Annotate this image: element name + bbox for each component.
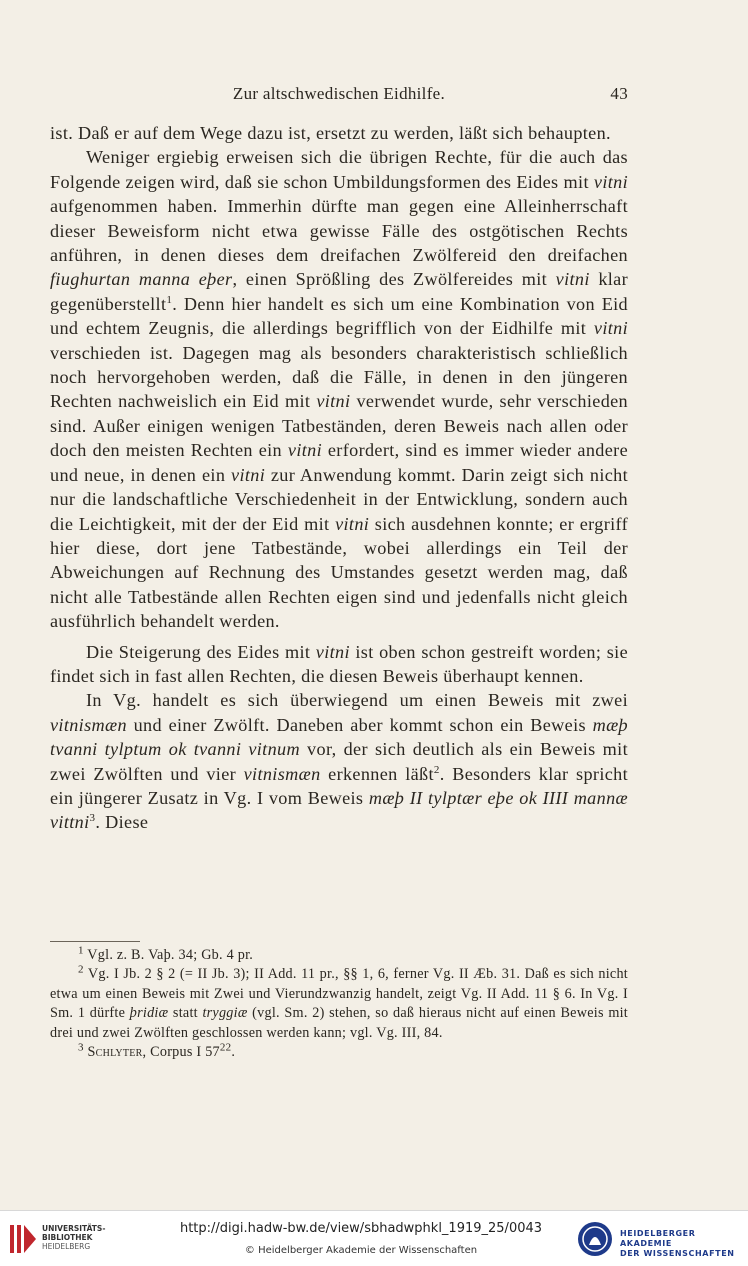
paragraph-4: In Vg. handelt es sich überwiegend um einen Beweis mit zwei vitnismæn und einer Zwölft. Daneben aber kommt schon ein Beweis mæþ tvanni tylptum ok tvanni vitnum vor, der sich deutlich als ein Beweis mit zwei Zwölften und vier vitnismæn erkennen läßt$^2$. Besonders klar spricht ein jüngerer Zusatz in Vg. I vom Beweis mæþ II tylptær eþe ok IIII mannæ vittni$^3$. Diese <box>50 690 629 833</box>
footnote-ref-2: 2 <box>433 763 440 776</box>
footnote-1: $^1$ Vgl. z. B. Vaþ. 34; Gb. 4 pr. <box>78 944 254 963</box>
academy-seal-icon <box>576 1219 614 1259</box>
footnote-ref-3: 3 <box>89 812 96 825</box>
running-title: Zur altschwedischen Eidhilfe. <box>232 84 446 103</box>
footnote-2: $^2$ Vg. I Jb. 2 § 2 (= II Jb. 3); II Add. 11 pr., §§ 1, 6, ferner Vg. II Æb. 31. Daß es sich nicht etwa um einen Beweis mit Zwei und Vierundzwanzig handelt, zeigt Vg. II Add. 11 § 6. In Vg. I Sm. 1 dürfte þridiæ statt tryggiæ (vgl. Sm. 2) stehen, so daß hieraus nicht auf einen Beweis mit drei und zwei Zwölften geschlossen werden kann; vgl. Vg. III, 84. <box>50 963 628 1041</box>
footnotes <box>50 946 628 1062</box>
footer-bar <box>0 1210 748 1266</box>
footnote-divider <box>50 941 140 942</box>
footnote-ref-1: 1 <box>166 293 173 306</box>
paragraph-3: Die Steigerung des Eides mit vitni ist oben schon gestreift worden; sie findet sich in fast allen Rechten, die diesen Beweis überhaupt kennen. <box>50 641 628 686</box>
main-text <box>50 121 628 835</box>
copyright-notice: © Heidelberger Akademie der Wissenschaften <box>244 1245 478 1256</box>
permalink-url[interactable]: http://digi.hadw-bw.de/view/sbhadwphkl_1919_25/0043 <box>179 1221 543 1236</box>
paragraph-2: Weniger ergiebig erweisen sich die übrigen Rechte, für die auch das Folgende zeigen wird, daß sie schon Umbildungsformen des Eides mit vitni aufgenommen haben. Immerhin dürfte man gegen eine Alleinherrschaft dieser Beweisform nicht etwa gewisse Fälle des ostgötischen Rechts anführen, in denen dieses dem dreifachen Zwölfereid den dreifachen fiughurtan manna eþer, einen Sprößling des Zwölfereides mit vitni klar gegenüberstellt$^1$. Denn hier handelt es sich um eine Kombination von Eid und echtem Zeugnis, die allerdings begrifflich von der Eidhilfe mit vitni verschieden ist. Dagegen mag als besonders charakteristisch schließlich noch hervorgehoben werden, daß die Fälle, in denen in den jüngeren Rechten nachweislich ein Eid mit vitni verwendet wurde, sehr verschieden sind. Außer einigen wenigen Tatbeständen, deren Beweis nach allen oder doch den meisten Rechten ein vitni erfordert, sind es immer wieder andere und neue, in denen ein vitni zur Anwendung kommt. Darin zeigt sich nicht nur die landschaftliche Verschiedenheit in der Entwicklung, sondern auch die Leichtigkeit, mit der der Eid mit vitni sich ausdehnen konnte; er ergriff hier diese, dort jene Tatbestände, wobei allerdings ein Teil der Abweichungen auf Rechnung des Umstandes gesetzt werden mag, daß nicht alle Tatbestände allen Rechten eigen sind und jedenfalls nicht gleich ausführlich behandelt werden. <box>50 147 629 632</box>
footnote-3: $^3$ Schlyter, Corpus I $57^{22}$. <box>78 1041 236 1061</box>
page-number: 43 <box>610 84 628 103</box>
university-library-logo-icon <box>8 1221 38 1257</box>
paragraph-1: ist. Daß er auf dem Wege dazu ist, ersetzt zu werden, läßt sich behaupten. <box>50 123 611 143</box>
academy-name: HEIDELBERGER AKADEMIE DER WISSENSCHAFTEN <box>620 1229 735 1258</box>
university-library-name: UNIVERSITÄTS- BIBLIOTHEK HEIDELBERG <box>42 1224 106 1251</box>
